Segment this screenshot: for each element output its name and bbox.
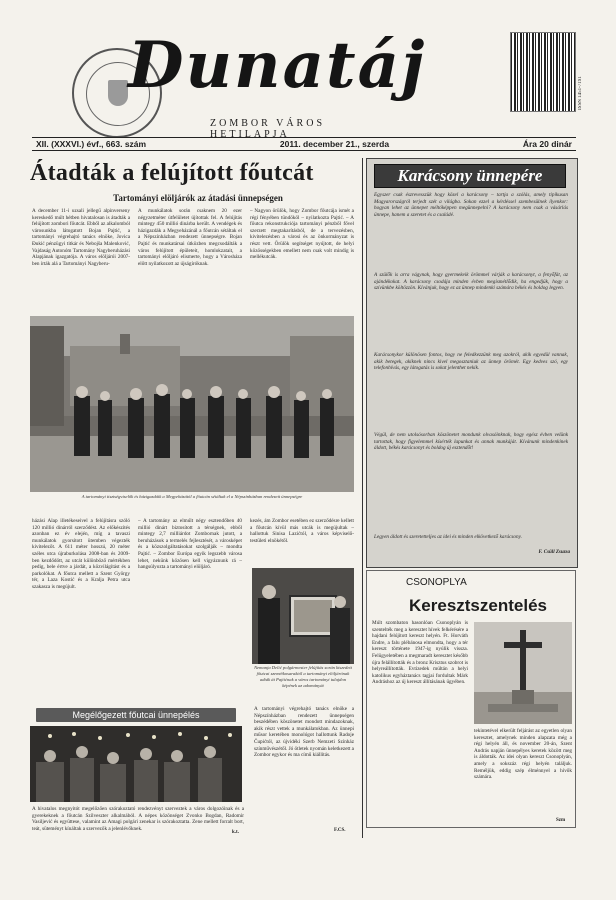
christmas-paragraph-2: A szülők is arra vágynak, hogy gyermekeik örömmel várják a karácsonyt, a fenyőfát, az ajándékokat. A karácsony csodája minden évben megismétlődik, ha engedjük, hogy a szívünkbe költözzön. Kívánjuk, hogy ez az ünnep mindenki számára békés és boldog legyen. <box>374 272 568 292</box>
csonoplya-place-label: CSONOPLYA <box>406 577 467 588</box>
second-photo-graphic <box>252 568 354 664</box>
csonoplya-column-2: tekintetével elkerült feljárást az egyetlen olyan keresztet, amelynek minden alapzata még a régi helyén áll, és november 20-án, Szent András napján ünnepélyes keretek között meg is áldották. Az idei olyan kereszt Csonoplyán, amely a sokszáz régi helyén találjuk. Reméljük, eddig szép élménnyel a hívők számára. <box>474 728 572 781</box>
issue-date: 2011. december 21., szerda <box>279 139 390 149</box>
christmas-box-title: Karácsony ünnepére <box>374 164 566 188</box>
crucifix-photo <box>474 622 572 724</box>
lead-byline: F.CS. <box>334 828 346 833</box>
lead-lower-column-2: – A tartomány az elmúlt négy esztendőben 40 millió dinárt biztosított a térségnek, ebből mintegy 2,7 milliárdot Zombornak jutott, a beruházások a termelés fejlesztését, a városképet és a közszolgáltatásokat szolgálják – mondta Pajtić. – Zombor Európa egyik legszebb városa lehet, nekünk közösen kell vigyáznunk rá – hangsúlyozta a tartományi elöljáró. <box>138 518 242 571</box>
main-photo-procession <box>30 316 354 492</box>
lead-column-1: A december 11-i uzsali jellegű alpinverseny kereskedő múlt hétben hivatalosan is átadták a felújított zombori főutcát. Ebből az alkalomból városunkba látogatott Bojan Pajtić, a tartományi végrehajtó tanács elnöke, Jovica Đukić pénzügyi titkár és Nebojša Malenković, Vajdaság Autonóm Tartomány Nagyberuházási Alapjának igazgatója. A város elöljárói 2007-ben írták alá a Tartományi Nagyberu- <box>32 208 130 267</box>
lead-lower-column-1: házási Alap illetékeseivel a felújításra szóló 120 millió dinárról szerződést. Az előkészítés azonban ez év elején, míg a tavaszi munkálatok gyorsított ütemben végezték kivitelezőt. A 611 méter hosszú, 20 méter széles utca újraburkolása 2008-ban és 2009-ben kezdődött, az utcát különböző mértékben pedig, bele értve a járdát, a közvilágítást és a parkolókat. A főutca mellett a Szent György tér, a Laza Kostić és a Kralja Petra utca szakasza is megújult. <box>32 518 130 590</box>
lead-subhead: Tartományi elöljárók az átadási ünnepségen <box>113 193 283 203</box>
csonoplya-column-1: Múlt szombaton hasonlóan Csonoplyán is szentelték meg a keresztet hívek felkérésére a hajdani felújított kereszt helyén. Ft. Horváth Endre, a falu plébánosa elmondta, hogy a tér kereszt története 1947-ig nyúlik vissza. Felügyeletében a megmaradt keresztet később újra felállították és a bronz Krisztus szobrot is helyreállították. Evtizedek múltán a helyi katolikus egyháztanács tagjai fordultak Márk Andráshoz az új kereszt állításának ügyében. <box>372 620 468 686</box>
lead-lower-column-3: kezés, ám Zombor esetében ez szerződésre kellett a főutcán kívül más utcák is megújultak – hallottuk Sinisa Lazićtól, a város képviselő-testületi elnökétől. <box>250 518 354 544</box>
second-article-byline: k.t. <box>232 830 239 835</box>
column-divider <box>362 158 363 838</box>
second-photo-caption: Nemanja Delić polgármester felújítás során kiszedett főutcai szemétkosaraktól a tartományi elöljárónak adták át Pajtićnak a város tartományi tulajdon képének az adományát <box>254 665 352 688</box>
csonoplya-headline: Keresztszentelés <box>409 596 547 615</box>
newspaper-masthead: Dunatáj <box>128 28 427 103</box>
issn-number: ISSN 1451-7191 <box>578 76 583 110</box>
festive-photo-graphic <box>30 726 242 802</box>
barcode <box>510 32 576 112</box>
lead-lower-column-4: A tartományi végrehajtó tanács elnöke a Népszínházban rendezett ünnepségen beszédében köszönetet mondott mindazoknak, akik részt vettek a munkálatokban. Az ünnepi műsor keretében monológot hallottunk Radoje Čupićtól, az újvidéki Szerb Nemzeti Színház színművészétől. Jó ötletek nyomán keletkezett a Zombor egykor és ma című kiállítás. <box>254 706 354 759</box>
second-article-banner: Megélőgezett főutcai ünnepélés <box>36 708 236 722</box>
main-photo-graphic <box>30 316 354 492</box>
issue-info-bar <box>32 137 576 151</box>
coat-of-arms-icon <box>108 80 128 106</box>
issue-number: XII. (XXXVI.) évf., 663. szám <box>36 139 147 149</box>
masthead-subtitle: ZOMBOR VÁROS HETILAPJA <box>210 118 325 140</box>
main-photo-caption: A tartományi tisztségviselők és házigazdáik a Megyeházától a főutcán sétáltak el a Népszínházban rendezett ünnepségre <box>81 494 303 499</box>
issue-price: Ára 20 dinár <box>522 139 572 149</box>
christmas-paragraph-1: Egyszer csak észrevesszük hogy közel a karácsony – tartja a szólás, amely tipikusan Magyarországról terjedt szét a világba. Sokan ezzel a kérdéssel szembesülnek ilyenkor: hogyan lehet az ünnepet méltóképpen megünnepelni? A karácsony nem csak a vásárlás ünnepe, hanem a szeretet és a családé. <box>374 192 568 218</box>
second-article-text: A hivatalos megnyitót megelőzően szórakoztató rendezvényt szerveztek a város dolgozóinak és a gyerekeknek a főutcán Szilveszter alkalmából. A népes közönséget Zvonko Bogdan, Radomir Vasiljević és együttese, valamint az Amagi polgári zenekar is szórakoztatta. Zene mellett forralt bort, teát, süteményt kínáltak a szervezők a jelenlévőknek. <box>32 806 244 832</box>
lead-column-2: A munkálatok során csaknem 20 ezer négyzetméter útfelületet újítottak fel. A felújítás mintegy 450 millió dinárba került. A vendégek és házigazdák a Megyeházánál a főutcán sétáltak el a Népszínházban rendezett ünnepségre. Bojan Pajtić és munkatársai útközben megcsodálták a város felújított épületeit, homlokzatait, a tartományi elöljáró elismerte, hogy a Városháza előtt nyilatkozott az újságíróknak. <box>138 208 242 267</box>
christmas-paragraph-3: Karácsonykor különösen fontos, hogy ne feledkezzünk meg azokról, akik egyedül vannak, akik betegek, akiknek nincs kivel megosztaniuk az ünnep örömét. Egy kedves szó, egy telefonhívás, egy látogatás is sokat jelenthet nekik. <box>374 352 568 372</box>
lead-headline: Átadták a felújított főutcát <box>30 160 314 186</box>
second-photo-painting-handover <box>252 568 354 664</box>
lead-column-3: – Nagyon örülök, hogy Zombor főutcája ismét a régi fényében tündököl – nyilatkozta Pajtić. – A főutca rekonstrukciója tartományi pénzből fővel szerzett megtakarításból, de a tervezésben, kivitelezésben a városi és az önkormányzat is részt vett. Örülök segítséget nyújtott, de helyi közösségekben emellett nem csak volt mindig is mellékutcák. <box>250 208 354 261</box>
crucifix-photo-graphic <box>474 622 572 724</box>
christmas-paragraph-4: Végül, de nem utolsósorban köszönetet mondunk olvasóinknak, hogy egész évben velünk tartottak, hogy figyelemmel kísérték lapunkat és annak munkáját. Kívánunk mindenkinek áldott, békés karácsonyt és boldog új esztendőt! <box>374 432 568 452</box>
christmas-paragraph-5: Legyen áldott és szeretetteljes az idei és minden elkövetkező karácsony. <box>374 534 522 540</box>
christmas-signature: F. Csüll Zsuzsa <box>538 550 570 555</box>
csonoplya-byline: Szm <box>556 818 566 823</box>
festive-street-photo <box>30 726 242 802</box>
